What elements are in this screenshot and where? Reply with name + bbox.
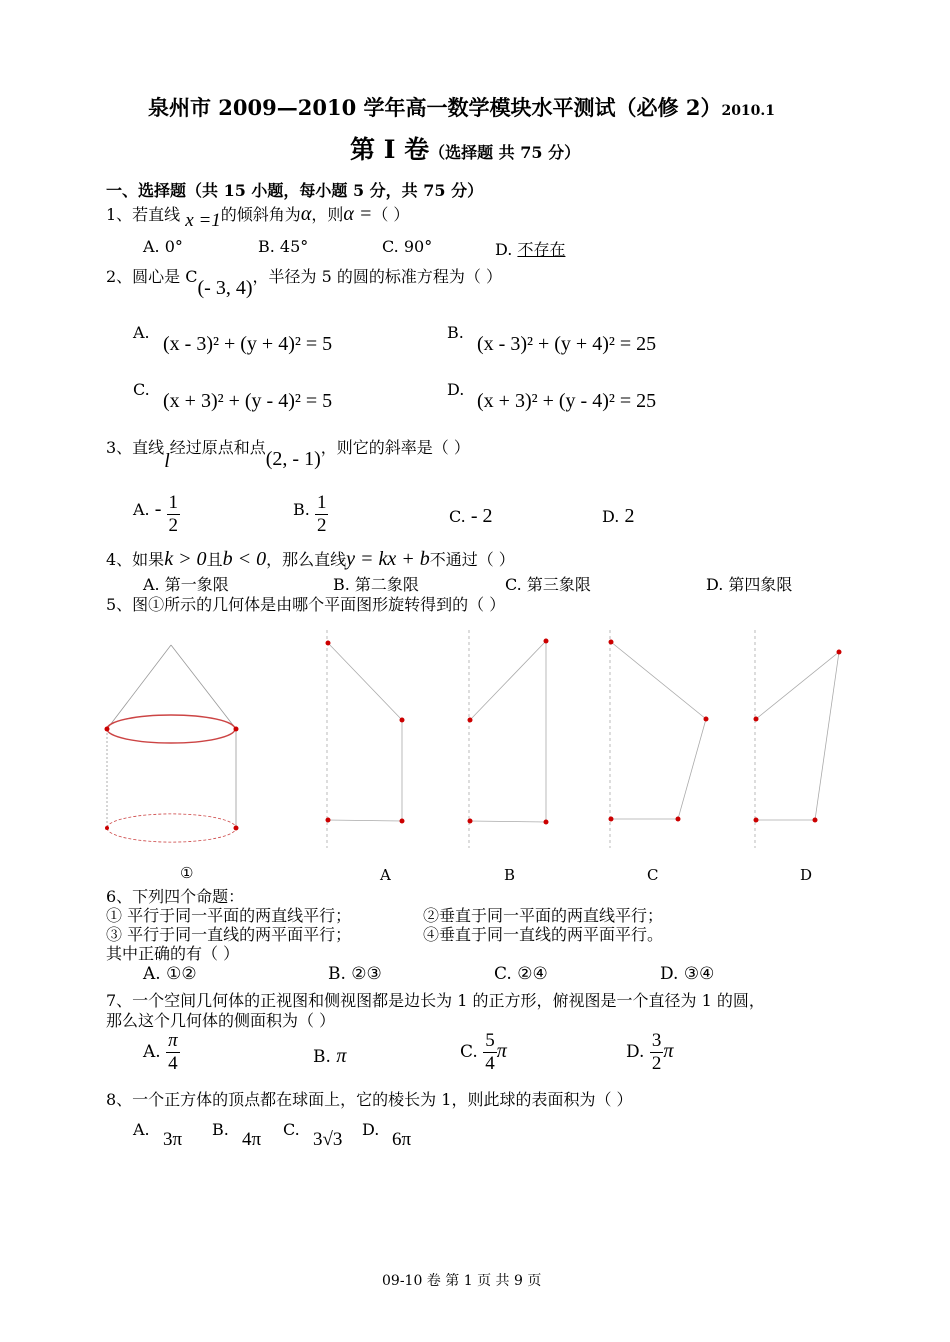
q6-option-a: A. ①② bbox=[143, 964, 197, 984]
q8-option-d: 6π bbox=[392, 1129, 412, 1150]
point bbox=[105, 826, 109, 830]
q1-option-b: B. 45° bbox=[258, 237, 309, 256]
q7-c-pi: π bbox=[496, 1039, 507, 1062]
q2-label-a: A. bbox=[133, 323, 150, 342]
q8-label-c: C. bbox=[283, 1120, 300, 1139]
q3-a-sign: - bbox=[154, 497, 162, 520]
q6-option-c: C. ②④ bbox=[494, 964, 548, 984]
q7-label-c: C. bbox=[460, 1041, 478, 1062]
q7-a-num: π bbox=[168, 1030, 178, 1051]
q7-option-d bbox=[626, 1030, 673, 1075]
q6-statement-3: ③ 平行于同一直线的两平面平行； bbox=[106, 925, 352, 944]
q3-b-fraction bbox=[315, 492, 329, 537]
q7-label-d: D. bbox=[626, 1041, 645, 1062]
q4-post: 不通过（ ） bbox=[429, 550, 515, 569]
fig-label-d: D bbox=[800, 866, 813, 884]
question-4 bbox=[106, 547, 515, 571]
fig-label-c: C bbox=[647, 866, 659, 884]
q7-d-fraction bbox=[650, 1030, 664, 1075]
q2-label-c: C. bbox=[133, 380, 150, 399]
q3-d-value: 2 bbox=[624, 505, 635, 527]
point bbox=[837, 650, 842, 655]
title-date: 2010.1 bbox=[721, 103, 776, 119]
q3-b-num: 1 bbox=[316, 492, 327, 513]
q3-option-a bbox=[133, 492, 180, 537]
q4-mid: ，那么直线 bbox=[266, 550, 347, 569]
figure-d bbox=[755, 630, 839, 848]
q3-label-b: B. bbox=[293, 499, 310, 519]
point bbox=[234, 826, 239, 831]
q7-option-a bbox=[143, 1030, 180, 1075]
q8-label-a: A. bbox=[133, 1120, 150, 1139]
point bbox=[544, 639, 549, 644]
q3-option-d bbox=[602, 505, 634, 528]
q1-option-d-text: 不存在 bbox=[517, 240, 566, 259]
shape-b bbox=[470, 641, 546, 822]
document-title bbox=[148, 92, 775, 122]
q1-pre: 1、若直线 bbox=[106, 205, 181, 224]
q8-option-a: 3π bbox=[163, 1129, 183, 1150]
q3-a-den: 2 bbox=[168, 514, 178, 536]
q3-line: l bbox=[164, 450, 170, 472]
q4-and: 且 bbox=[206, 550, 223, 569]
q3-a-num: 1 bbox=[168, 492, 178, 513]
q4-cond2: b < 0 bbox=[222, 548, 267, 570]
point bbox=[754, 717, 759, 722]
q3-c-value: - 2 bbox=[470, 505, 493, 527]
figure-d-points bbox=[754, 650, 842, 823]
point bbox=[544, 820, 549, 825]
q4-eq: y = kx + b bbox=[346, 548, 430, 570]
q7-c-fraction bbox=[483, 1030, 497, 1075]
q2-option-b: (x - 3)² + (y + 4)² = 25 bbox=[477, 333, 657, 355]
q1-post1: ，则 bbox=[311, 205, 344, 224]
fig-label-1: ① bbox=[180, 864, 194, 882]
question-8: 8、一个正方体的顶点都在球面上，它的棱长为 1，则此球的表面积为（ ） bbox=[106, 1090, 633, 1109]
question-5: 5、图①所示的几何体是由哪个平面图形旋转得到的（ ） bbox=[106, 595, 506, 614]
q2-post: ，半径为 5 的圆的标准方程为（ ） bbox=[252, 267, 502, 286]
q1-option-c: C. 90° bbox=[382, 237, 433, 256]
cylinder-bottom-front bbox=[107, 828, 236, 842]
figure-a bbox=[327, 630, 402, 848]
q4-option-d: D. 第四象限 bbox=[706, 575, 793, 594]
q6-option-d: D. ③④ bbox=[660, 964, 715, 984]
q3-label-c: C. bbox=[449, 507, 466, 526]
q7-d-den: 2 bbox=[651, 1052, 662, 1074]
q1-post2: （ ） bbox=[372, 205, 410, 224]
figure-b-points bbox=[468, 639, 549, 825]
point bbox=[468, 819, 473, 824]
q8-option-b: 4π bbox=[242, 1129, 262, 1150]
page-footer: 09-10 卷 第 1 页 共 9 页 bbox=[382, 1273, 542, 1289]
q4-pre: 4、如果 bbox=[106, 550, 165, 569]
point bbox=[704, 717, 709, 722]
q7-b-value: π bbox=[336, 1045, 347, 1067]
cylinder-top-ellipse bbox=[107, 715, 235, 743]
figure-1-solid bbox=[107, 645, 236, 842]
fig-label-b: B bbox=[504, 866, 516, 884]
q7-option-c bbox=[460, 1030, 507, 1075]
q6-ask: 其中正确的有（ ） bbox=[106, 944, 240, 963]
q6-statement-1: ① 平行于同一平面的两直线平行； bbox=[106, 906, 352, 925]
q7-a-fraction bbox=[166, 1030, 180, 1075]
question-7-line1: 7、一个空间几何体的正视图和侧视图都是边长为 1 的正方形，俯视图是一个直径为 1 的圆， bbox=[106, 991, 765, 1010]
q3-label-d: D. bbox=[602, 507, 620, 526]
q2-label-d: D. bbox=[447, 380, 465, 399]
point bbox=[754, 818, 759, 823]
q3-post: ，则它的斜率是（ ） bbox=[320, 438, 470, 457]
question-6: 6、下列四个命题： bbox=[106, 887, 245, 906]
q4-option-a: A. 第一象限 bbox=[143, 575, 229, 594]
section-heading: 一、选择题（共 15 小题，每小题 5 分，共 75 分） bbox=[106, 181, 484, 200]
q1-mid: 的倾斜角为 bbox=[220, 205, 301, 224]
q5-figures bbox=[0, 620, 950, 880]
q7-d-pi: π bbox=[663, 1039, 674, 1062]
q7-label-a: A. bbox=[143, 1041, 161, 1062]
q7-c-num: 5 bbox=[485, 1030, 495, 1051]
shape-c bbox=[611, 642, 706, 819]
q2-option-d: (x + 3)² + (y - 4)² = 25 bbox=[477, 390, 657, 412]
q8-label-d: D. bbox=[362, 1120, 380, 1139]
fig-label-a: A bbox=[380, 866, 391, 884]
point bbox=[813, 818, 818, 823]
q1-alpha-eq: α = bbox=[343, 203, 373, 225]
point bbox=[609, 640, 614, 645]
volume-note: （选择题 共 75 分） bbox=[429, 143, 581, 162]
q3-point: (2, - 1) bbox=[265, 448, 321, 470]
point bbox=[609, 817, 614, 822]
point bbox=[234, 727, 239, 732]
shape-d bbox=[756, 652, 839, 820]
volume-text: 第 I 卷 bbox=[350, 135, 430, 164]
q3-pre: 3、直线 bbox=[106, 438, 165, 457]
q4-cond1: k > 0 bbox=[164, 548, 207, 570]
question-3 bbox=[106, 435, 470, 472]
figure-1-points bbox=[105, 727, 239, 831]
q2-option-a: (x - 3)² + (y + 4)² = 5 bbox=[163, 333, 333, 355]
q7-a-den: 4 bbox=[168, 1052, 178, 1074]
volume-heading bbox=[350, 130, 580, 166]
shape-a bbox=[328, 643, 402, 821]
q6-statement-4: ④垂直于同一直线的两平面平行。 bbox=[423, 925, 664, 944]
cylinder-bottom-back bbox=[107, 814, 236, 828]
point bbox=[676, 817, 681, 822]
point bbox=[105, 727, 110, 732]
figure-c-points bbox=[609, 640, 709, 822]
q2-label-b: B. bbox=[447, 323, 464, 342]
q8-label-b: B. bbox=[212, 1120, 229, 1139]
q4-option-c: C. 第三象限 bbox=[505, 575, 591, 594]
q1-option-a: A. 0° bbox=[143, 237, 183, 256]
q3-label-a: A. bbox=[133, 499, 150, 519]
q3-option-c bbox=[449, 505, 493, 528]
q6-option-b: B. ②③ bbox=[328, 964, 382, 984]
question-2 bbox=[106, 264, 502, 299]
figure-b bbox=[469, 630, 546, 848]
q8-option-c: 3√3 bbox=[313, 1129, 343, 1150]
figure-a-points bbox=[326, 641, 405, 824]
q3-mid: 经过原点和点 bbox=[169, 438, 266, 457]
point bbox=[400, 819, 405, 824]
q1-option-d: D. 不存在 bbox=[495, 240, 566, 259]
figure-c bbox=[610, 630, 706, 848]
q3-b-den: 2 bbox=[316, 514, 327, 536]
point bbox=[326, 818, 331, 823]
question-7-line2: 那么这个几何体的侧面积为（ ） bbox=[106, 1011, 336, 1030]
q2-center: (- 3, 4) bbox=[197, 277, 253, 299]
q7-c-den: 4 bbox=[485, 1052, 495, 1074]
q2-option-c: (x + 3)² + (y - 4)² = 5 bbox=[163, 390, 333, 412]
point bbox=[326, 641, 331, 646]
q7-option-b bbox=[313, 1045, 346, 1068]
title-text: 泉州市 2009—2010 学年高一数学模块水平测试（必修 2） bbox=[148, 95, 722, 120]
q1-eq: x =1 bbox=[185, 210, 221, 231]
point bbox=[400, 718, 405, 723]
point bbox=[468, 718, 473, 723]
q1-alpha: α bbox=[300, 203, 312, 225]
q3-option-b bbox=[293, 492, 328, 537]
q2-pre: 2、圆心是 C bbox=[106, 267, 198, 286]
question-1 bbox=[106, 202, 410, 231]
q6-statement-2: ②垂直于同一平面的两直线平行； bbox=[423, 906, 664, 925]
q7-d-num: 3 bbox=[651, 1030, 662, 1051]
q4-option-b: B. 第二象限 bbox=[333, 575, 419, 594]
q7-label-b: B. bbox=[313, 1047, 331, 1067]
q3-a-fraction bbox=[167, 492, 181, 537]
